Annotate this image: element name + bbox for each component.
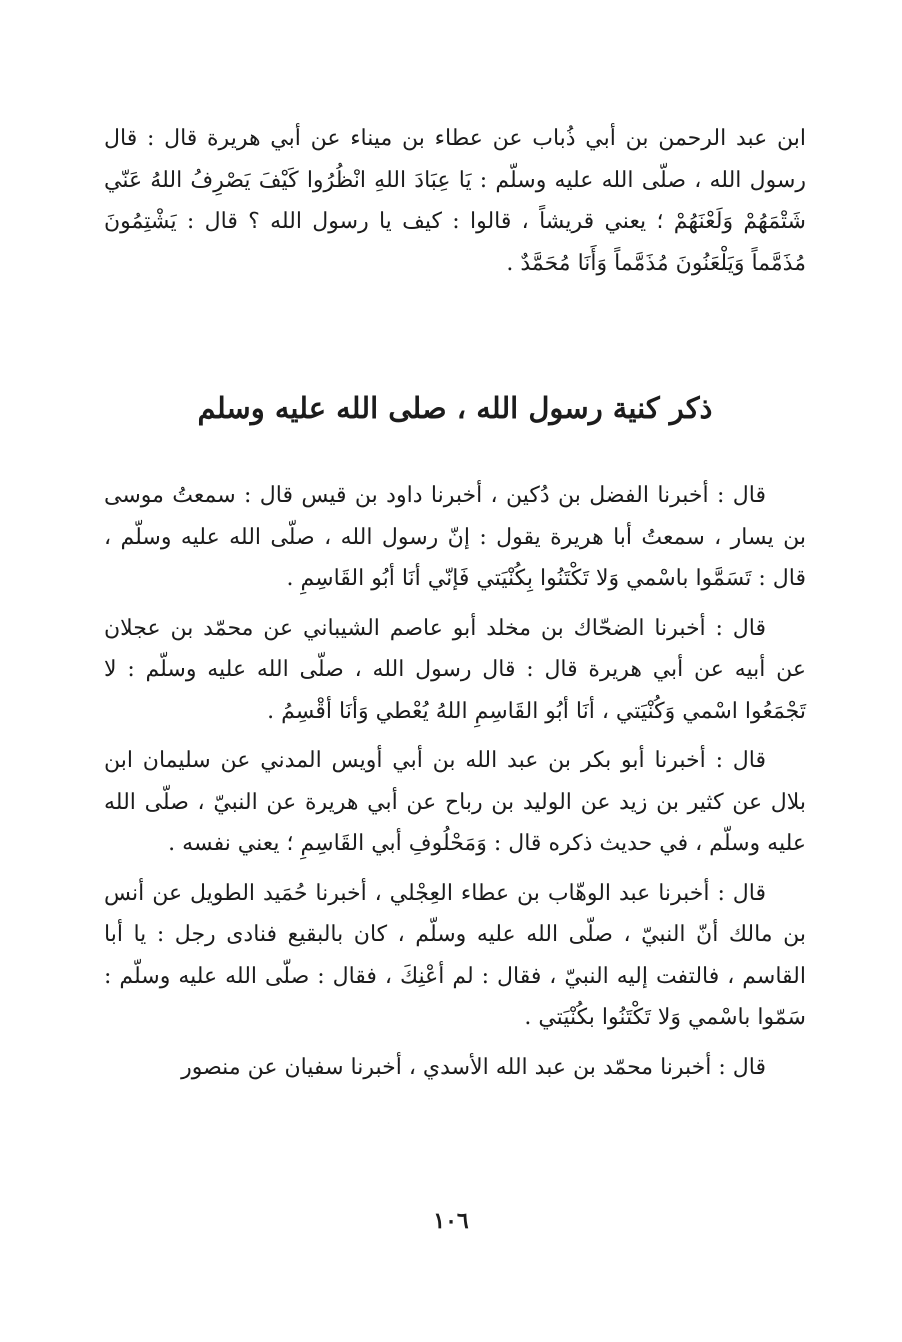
paragraph-4: قال : أخبرنا عبد الوهّاب بن عطاء العِجْلي ، أخبرنا حُمَيد الطويل عن أنس بن مالك أنّ النبيّ ، صلّى الله عليه وسلّم ، كان بالبقيع فنادى رجل : يا أبا القاسم ، فالتفت إليه النبيّ ، فقال : لم أعْنِكَ ، فقال : صلّى الله عليه وسلّم : سَمّوا باسْمي وَلا تَكْتَنُوا بكُنْيَتي . — [104, 880, 806, 1030]
top-paragraph — [104, 118, 806, 284]
paragraph-1: قال : أخبرنا الفضل بن دُكين ، أخبرنا داود بن قيس قال : سمعتُ موسى بن يسار ، سمعتُ أبا هريرة يقول : إنّ رسول الله ، صلّى الله عليه وسلّم ، قال : تَسَمَّوا باسْمي وَلا تَكْتَنُوا بِكُنْيَتي فَإنّي أنَا أبُو القَاسِمِ . — [104, 483, 806, 591]
page-number: ١٠٦ — [433, 1208, 469, 1234]
top-paragraph-text: ابن عبد الرحمن بن أبي ذُباب عن عطاء بن ميناء عن أبي هريرة قال : قال رسول الله ، صلّى الله عليه وسلّم : يَا عِبَادَ اللهِ انْظُرُوا كَيْفَ يَصْرِفُ اللهُ عَنّي شَتْمَهُمْ وَلَعْنَهُمْ ؛ يعني قريشاً ، قالوا : كيف يا رسول الله ؟ قال : يَشْتِمُونَ مُذَمَّماً وَيَلْعَنُونَ مُذَمَّماً وَأَنَا مُحَمَّدٌ . — [104, 126, 806, 276]
paragraph-3: قال : أخبرنا أبو بكر بن عبد الله بن أبي أويس المدني عن سليمان ابن بلال عن كثير بن زيد عن الوليد بن رباح عن أبي هريرة عن النبيّ ، صلّى الله عليه وسلّم ، في حديث ذكره قال : وَمَحْلُوفِ أبي القَاسِمِ ؛ يعني نفسه . — [104, 748, 806, 856]
section-heading: ذكر كنية رسول الله ، صلى الله عليه وسلم — [197, 391, 713, 425]
paragraph-5: قال : أخبرنا محمّد بن عبد الله الأسدي ، أخبرنا سفيان عن منصور — [181, 1054, 766, 1080]
body-paragraphs — [104, 475, 806, 1096]
paragraph-2: قال : أخبرنا الضحّاك بن مخلد أبو عاصم الشيباني عن محمّد بن عجلان عن أبيه عن أبي هريرة قال : قال رسول الله ، صلّى الله عليه وسلّم : لا تَجْمَعُوا اسْمي وَكُنْيَتي ، أنَا أبُو القَاسِمِ اللهُ يُعْطي وَأنَا أقْسِمُ . — [104, 615, 806, 724]
